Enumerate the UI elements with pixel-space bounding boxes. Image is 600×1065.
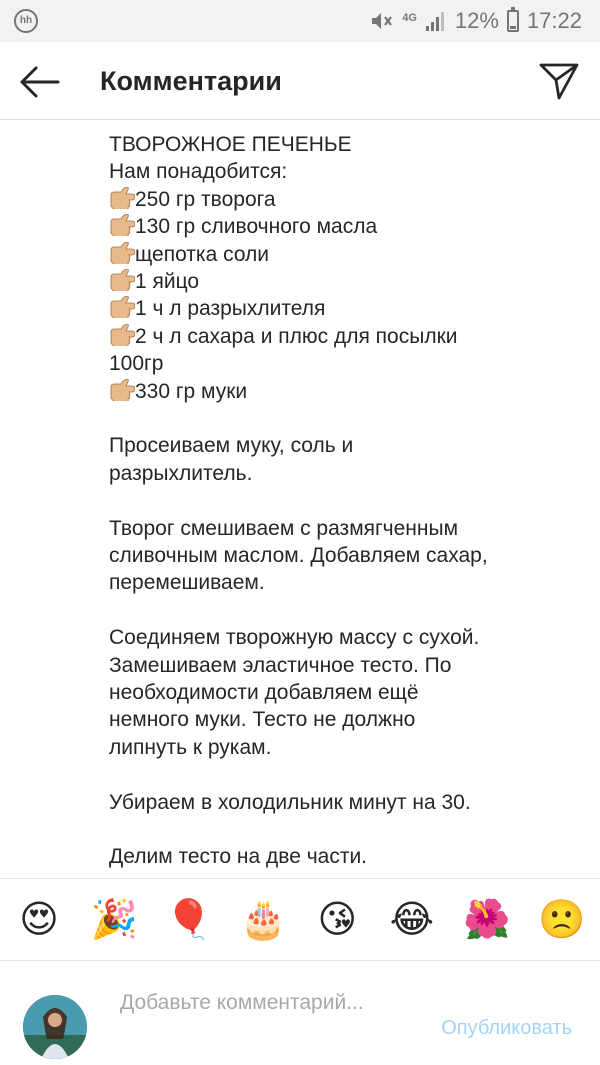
caption-line-text: 2 ч л сахара и плюс для посылки [135, 324, 458, 348]
caption-line [109, 131, 579, 158]
status-bar [0, 0, 600, 42]
caption-line [109, 789, 579, 816]
caption-line [109, 843, 579, 870]
avatar [23, 995, 87, 1059]
caption-line [109, 460, 579, 487]
balloon-emoji-button[interactable]: 🎈 [165, 898, 213, 941]
caption-line [109, 597, 579, 624]
caption-line [109, 542, 579, 569]
arrow-left-icon[interactable] [18, 60, 62, 104]
battery-icon [507, 10, 519, 32]
caption-line-text: ТВОРОЖНОЕ ПЕЧЕНЬЕ [109, 133, 352, 156]
pointing-hand-icon [109, 296, 135, 318]
pointing-hand-icon [109, 324, 135, 346]
clock-time: 17:22 [526, 8, 582, 33]
caption-line [109, 624, 579, 651]
avatar-photo [23, 995, 87, 1059]
header [0, 42, 600, 120]
caption-line [109, 432, 579, 459]
caption-line-text: разрыхлитель. [109, 461, 253, 485]
caption-line [109, 706, 579, 733]
caption-line [109, 816, 579, 843]
caption-line [109, 186, 579, 213]
caption-line-text: Соединяем творожную массу с сухой. [109, 626, 480, 650]
post-caption [109, 131, 579, 871]
kissing-face-emoji-button[interactable]: 😘 [317, 898, 358, 941]
caption-line-text: Замешиваем эластичное тесто. По [109, 653, 452, 677]
caption-line [109, 487, 579, 514]
battery-percent: 12% [454, 8, 499, 33]
caption-line-text: 1 яйцо [135, 270, 200, 294]
mute-icon [370, 10, 394, 32]
status-indicators [370, 0, 582, 42]
pointing-hand-icon [109, 269, 135, 291]
caption-line [109, 213, 579, 240]
pointing-hand-icon [109, 379, 135, 401]
pointing-hand-icon [109, 214, 135, 236]
emoji-quick-bar [0, 878, 600, 960]
network-type-label: 4G [402, 12, 417, 24]
pointing-hand-icon [109, 187, 135, 209]
caption-line-text: Просеиваем муку, соль и [109, 434, 354, 458]
signal-icon [425, 11, 447, 31]
hibiscus-emoji-button[interactable]: 🌺 [463, 898, 511, 941]
frowning-face-emoji-button[interactable]: 🙁 [537, 898, 586, 941]
page-title: Комментарии [100, 66, 282, 96]
caption-line [109, 405, 579, 432]
comment-composer [0, 960, 600, 1065]
birthday-cake-emoji-button[interactable]: 🎂 [239, 898, 288, 941]
tears-of-joy-emoji-button[interactable]: 😂 [389, 898, 435, 941]
caption-line [109, 569, 579, 596]
caption-line-text: 1 ч л разрыхлителя [135, 297, 326, 321]
caption-line-text: перемешиваем. [109, 571, 265, 595]
caption-line-text: щепотка соли [135, 242, 270, 266]
heart-eyes-emoji-button[interactable]: 😍 [19, 898, 59, 941]
caption-line [109, 323, 579, 350]
caption-line [109, 652, 579, 679]
caption-line [109, 158, 579, 185]
caption-line [109, 515, 579, 542]
caption-line [109, 295, 579, 322]
caption-line-text: 250 гр творога [135, 187, 276, 211]
caption-line-text: Делим тесто на две части. [109, 845, 368, 869]
caption-line-text: немного муки. Тесто не должно [109, 708, 416, 732]
caption-line-text: Убираем в холодильник минут на 30. [109, 790, 471, 814]
caption-line [109, 378, 579, 405]
caption-line-text: 130 гр сливочного масла [135, 215, 378, 239]
caption-line [109, 734, 579, 761]
caption-line [109, 241, 579, 268]
pointing-hand-icon [109, 242, 135, 264]
party-popper-emoji-button[interactable]: 🎉 [90, 898, 138, 941]
publish-button[interactable]: Опубликовать [441, 1017, 572, 1039]
comments-content[interactable] [0, 120, 600, 878]
caption-line-text: липнуть к рукам. [109, 735, 272, 759]
caption-line [109, 268, 579, 295]
caption-line-text: 330 гр муки [135, 379, 248, 403]
caption-line-text: сливочным маслом. Добавляем сахар, [109, 544, 488, 568]
caption-line-text: необходимости добавляем ещё [109, 681, 419, 705]
caption-line-text: Творог смешиваем с размягченным [109, 516, 459, 540]
caption-line-text: 100гр [109, 352, 164, 376]
caption-line-text: Нам понадобится: [109, 160, 288, 184]
caption-line [109, 350, 579, 377]
caption-line [109, 761, 579, 788]
comment-input[interactable] [120, 989, 390, 1047]
app-notification-icon: hh [14, 9, 38, 33]
caption-line [109, 679, 579, 706]
paper-plane-icon[interactable] [538, 60, 580, 102]
